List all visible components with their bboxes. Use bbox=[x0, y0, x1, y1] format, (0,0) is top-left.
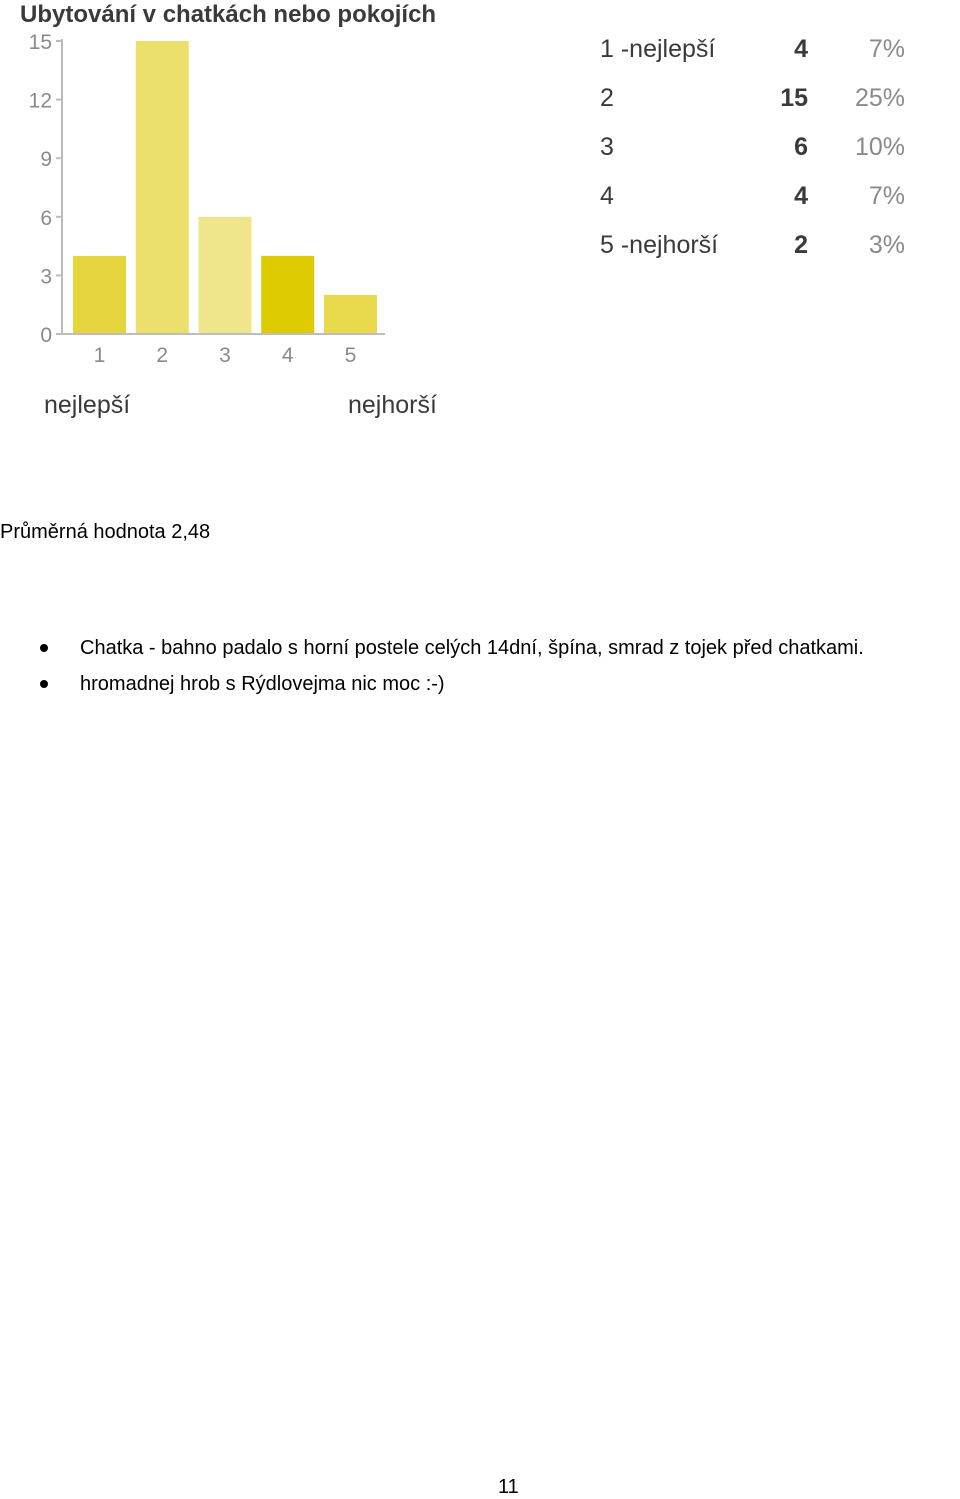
x-tick-label: 5 bbox=[344, 344, 357, 367]
bar-5 bbox=[324, 295, 377, 334]
bar-1 bbox=[73, 256, 126, 334]
y-tick-label: 0 bbox=[40, 324, 52, 347]
legend-label: 4 bbox=[600, 182, 614, 210]
y-tick-label: 15 bbox=[28, 31, 52, 54]
x-tick-label: 1 bbox=[93, 344, 106, 367]
legend-percent: 25% bbox=[854, 84, 905, 112]
legend-percent: 10% bbox=[854, 133, 905, 161]
x-label-worst: nejhorší bbox=[348, 391, 437, 419]
legend-count: 2 bbox=[794, 231, 808, 259]
bar-4 bbox=[261, 256, 314, 334]
y-tick-label: 3 bbox=[40, 265, 52, 289]
legend-label: 2 bbox=[600, 84, 614, 112]
x-tick-label: 4 bbox=[281, 344, 294, 367]
list-item bbox=[0, 672, 864, 708]
y-tick-label: 12 bbox=[28, 89, 52, 113]
average-value-text: Průměrná hodnota 2,48 bbox=[0, 521, 211, 543]
page-number: 11 bbox=[498, 1476, 519, 1498]
legend-label: 3 bbox=[600, 133, 614, 161]
legend-percent: 3% bbox=[868, 231, 905, 259]
legend-count: 15 bbox=[780, 84, 808, 112]
legend-percent: 7% bbox=[868, 182, 905, 210]
x-tick-label: 2 bbox=[156, 344, 169, 367]
legend-label: 1 -nejlepší bbox=[600, 35, 716, 63]
legend-table bbox=[600, 35, 905, 259]
y-axis bbox=[29, 31, 62, 347]
y-tick-label: 6 bbox=[40, 206, 52, 230]
legend-count: 6 bbox=[794, 133, 808, 161]
legend-percent: 7% bbox=[868, 35, 905, 63]
chart-title: Ubytování v chatkách nebo pokojích bbox=[20, 1, 437, 28]
bar-group bbox=[73, 41, 377, 334]
x-tick-label: 3 bbox=[219, 344, 231, 367]
legend-count: 4 bbox=[794, 182, 808, 210]
bullet-icon bbox=[40, 644, 48, 652]
x-axis bbox=[62, 334, 385, 367]
comment-text: hromadnej hrob s Rýdlovejma nic moc :-) bbox=[80, 673, 445, 695]
legend-label: 5 -nejhorší bbox=[600, 231, 719, 259]
list-item bbox=[0, 636, 864, 672]
y-tick-label: 9 bbox=[40, 148, 52, 172]
comment-list bbox=[0, 636, 864, 708]
bar-2 bbox=[136, 41, 189, 334]
survey-chart bbox=[0, 0, 960, 440]
comment-text: Chatka - bahno padalo s horní postele celých 14dní, špína, smrad z tojek před chatkami. bbox=[80, 637, 864, 659]
x-label-best: nejlepší bbox=[44, 391, 131, 419]
bullet-icon bbox=[40, 680, 48, 688]
bar-3 bbox=[199, 217, 252, 334]
legend-count: 4 bbox=[794, 35, 808, 63]
